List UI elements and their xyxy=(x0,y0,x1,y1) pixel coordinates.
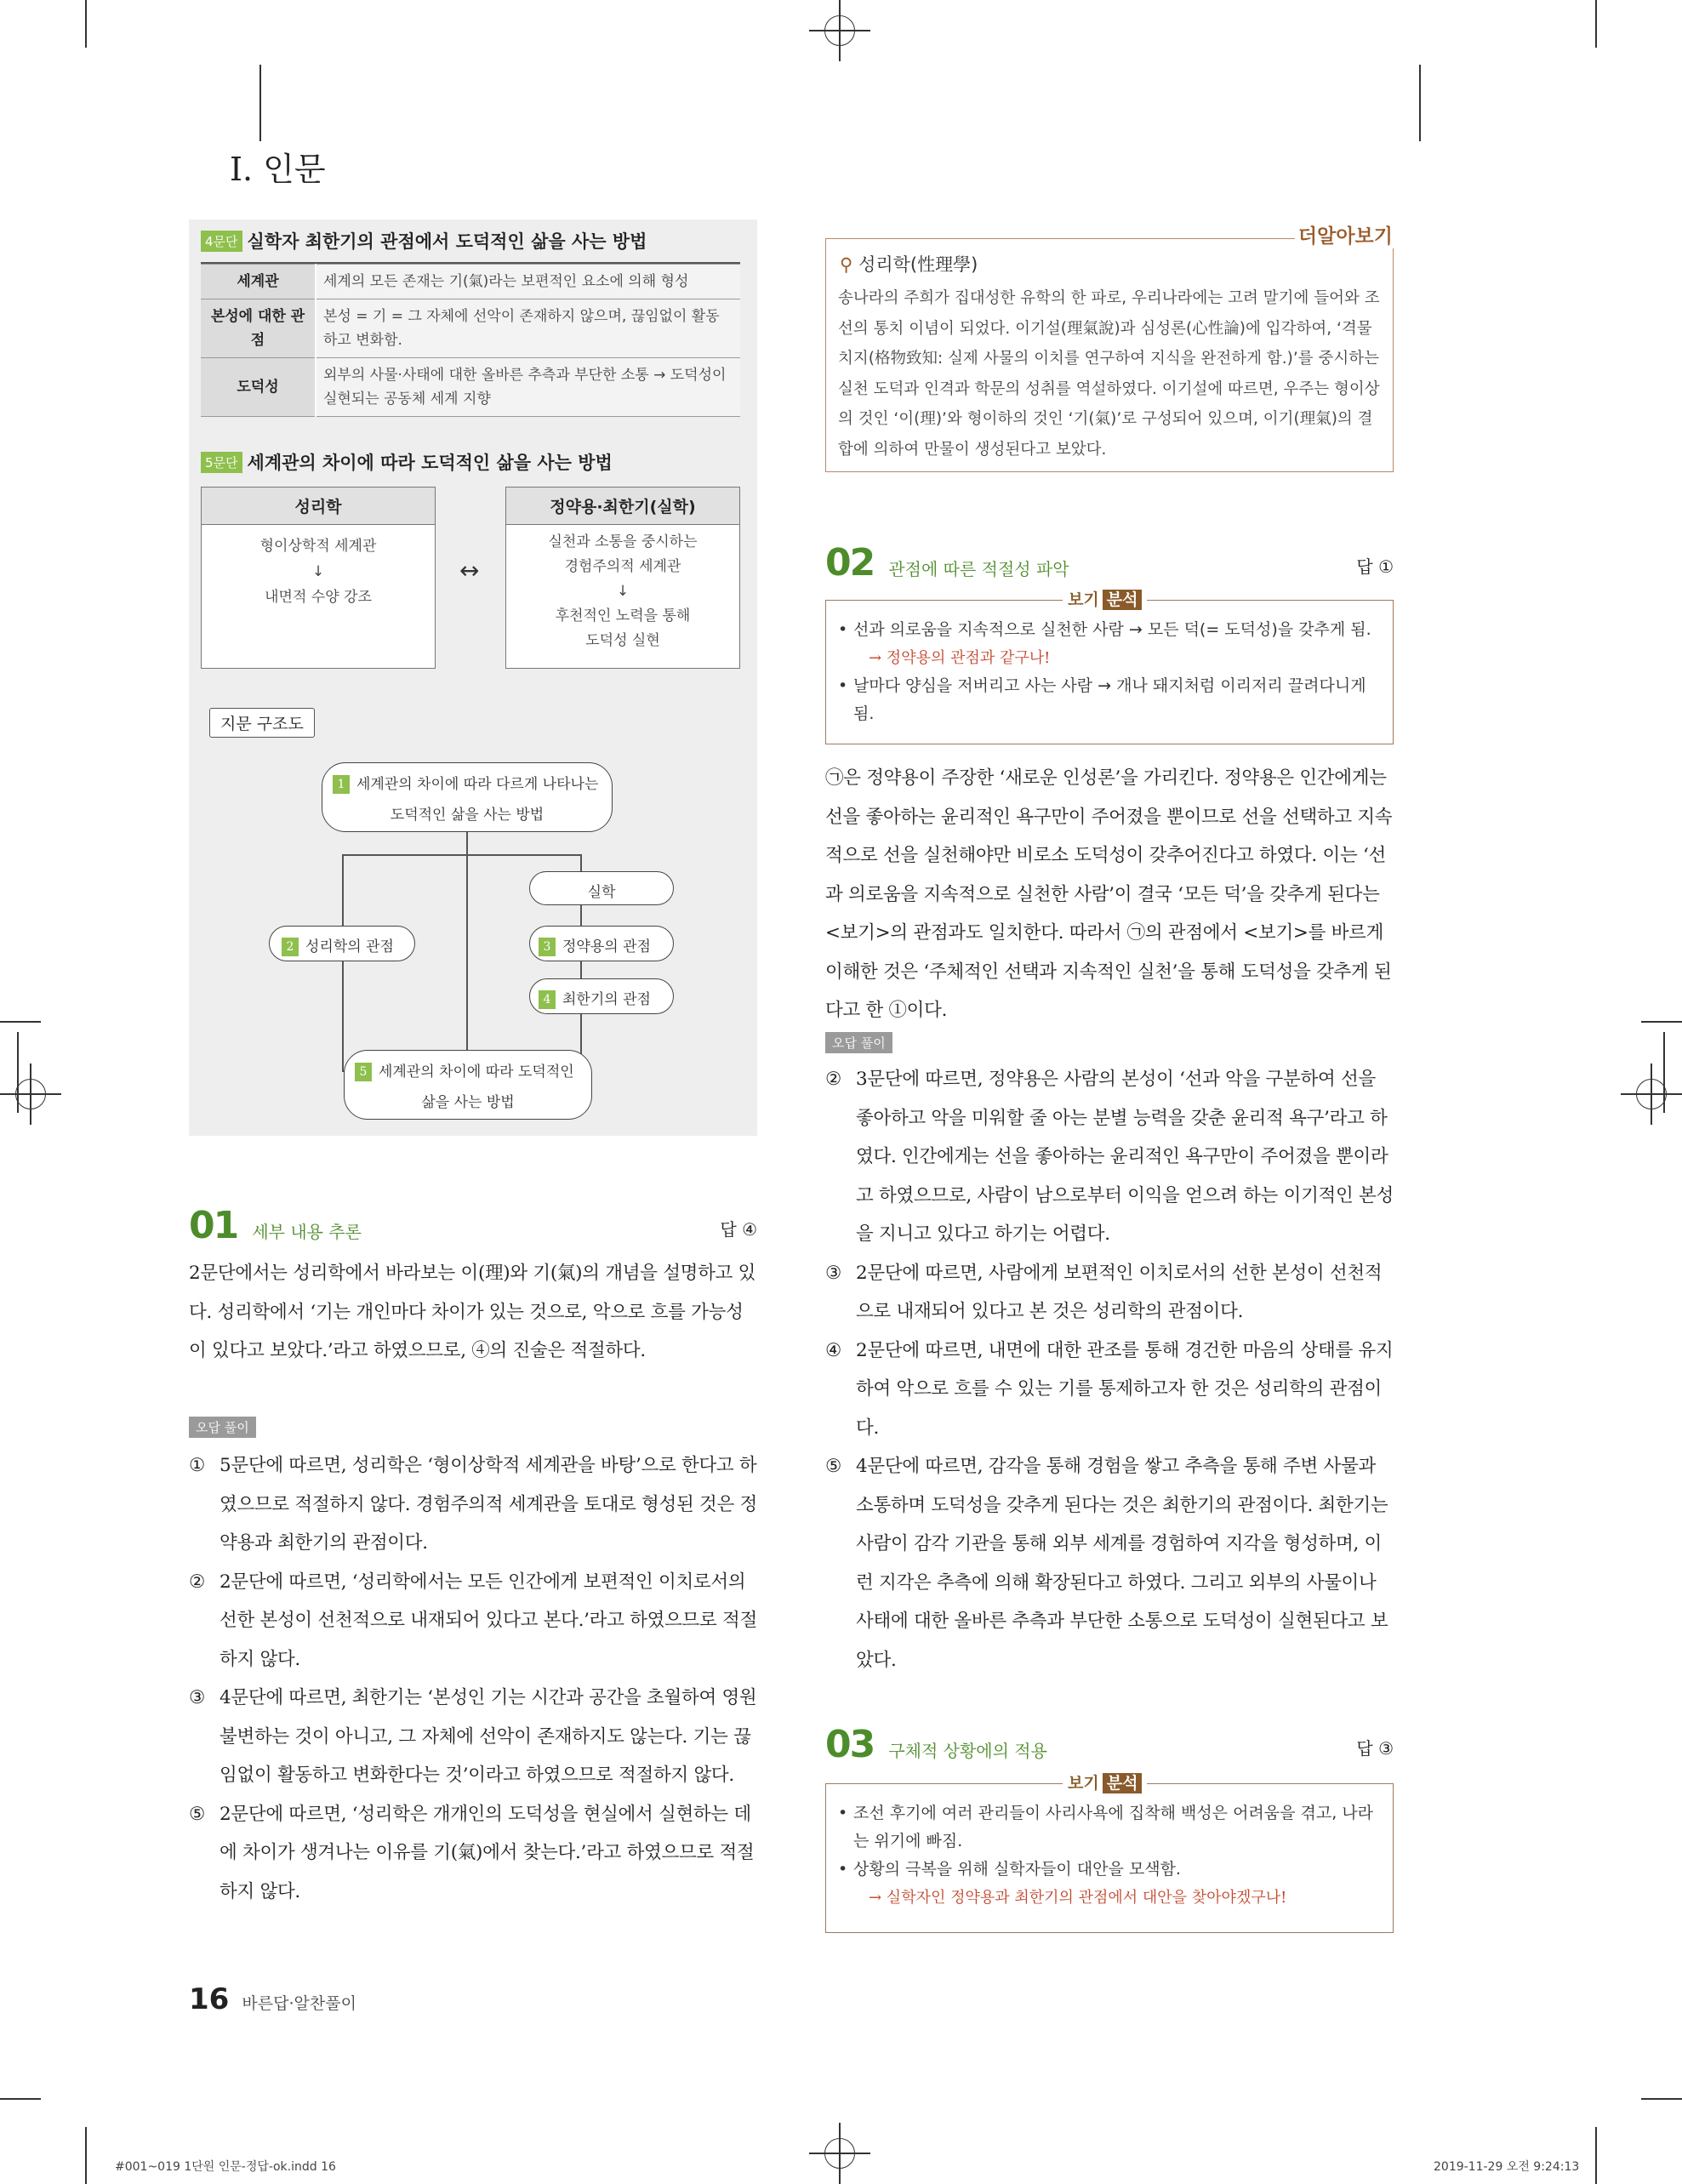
question-title: 관점에 따른 적절성 파악 xyxy=(888,559,1069,579)
crop-mark xyxy=(0,2098,41,2100)
connector-line xyxy=(342,854,344,1070)
crop-mark xyxy=(17,1032,19,1113)
crop-mark xyxy=(85,2127,87,2184)
list-item xyxy=(825,1331,1394,1448)
registration-mark xyxy=(809,2123,870,2184)
registration-mark xyxy=(0,1063,61,1125)
summary-panel xyxy=(189,220,757,1136)
bogi-tag xyxy=(1063,587,1147,610)
diagram-node-5 xyxy=(344,1050,592,1120)
box-line: 내면적 수양 강조 xyxy=(265,589,372,606)
crop-mark xyxy=(259,65,261,141)
item-mark: ③ xyxy=(825,1262,841,1284)
box-line: 형이상학적 세계관 xyxy=(259,538,377,555)
q02-explanation: ㉠은 정약용이 주장한 ‘새로운 인성론’을 가리킨다. 정약용은 인간에게는 선을 좋아하는 윤리적인 욕구만이 주어졌을 뿐이므로 선을 선택하고 지속적으로 선을 실천해야만 비로소 도덕성이 갖추어진다고 하였다. 이는 ‘선과 의로움을 지속적으로 실천한 사람’이 결국 ‘모든 덕’을 갖추게 된다는 <보기>의 관점과도 일치한다. 따라서 ㉠의 관점에서 <보기>를 바르게 이해한 것은 ‘주체적인 선택과 지속적인 실천’을 통해 도덕성을 갖추게 된다고 한 ①이다. xyxy=(825,767,1393,1021)
node-text: 성리학의 관점 xyxy=(305,938,394,955)
q02-header xyxy=(825,541,1394,584)
row-header: 본성에 대한 관점 xyxy=(201,299,316,358)
section5-heading xyxy=(201,449,613,475)
answer-label: 답 ① xyxy=(1356,556,1394,577)
diagram-node-4 xyxy=(529,978,674,1014)
item-text: 2문단에 따르면, 내면에 대한 관조를 통해 경건한 마음의 상태를 유지하여 악으로 흐를 수 있는 기를 통제하고자 한 것은 성리학의 관점이다. xyxy=(856,1339,1394,1439)
q02-ohdap-label xyxy=(825,1032,892,1053)
crop-mark xyxy=(1419,65,1421,141)
node-text: 최한기의 관점 xyxy=(562,991,651,1008)
item-mark: ⑤ xyxy=(189,1803,205,1825)
box-line: 실천과 소통을 중시하는 xyxy=(548,533,698,550)
item-mark: ⑤ xyxy=(825,1456,841,1477)
section4-heading xyxy=(201,228,647,254)
bogi-item: • 날마다 양심을 저버리고 사는 사람 → 개나 돼지처럼 이리저리 끌려다니게 됨. xyxy=(835,672,1379,728)
crop-mark xyxy=(1595,0,1597,48)
node-number: 2 xyxy=(282,938,299,956)
q01-explanation: 2문단에서는 성리학에서 바라보는 이(理)와 기(氣)의 개념을 설명하고 있다. 성리학에서 ‘기는 개인마다 차이가 있는 것으로, 악으로 흐를 가능성이 있다고 보았다.’라고 하였으므로, ④의 진술은 적절하다. xyxy=(189,1263,756,1361)
q01-ohdap-label xyxy=(189,1417,256,1438)
down-arrow-icon: ↓ xyxy=(311,563,325,580)
q03-bogi-box xyxy=(825,1774,1394,1933)
bogi-item: • 상황의 극복을 위해 실학자들이 대안을 모색함. xyxy=(835,1856,1379,1884)
row-header: 도덕성 xyxy=(201,358,316,417)
bogi-label: 보기 xyxy=(1068,1774,1099,1793)
crop-mark xyxy=(85,0,87,48)
item-text: 3문단에 따르면, 정약용은 사람의 본성이 ‘선과 악을 구분하여 선을 좋아하고 악을 미워할 줄 아는 분별 능력을 갖춘 윤리적 욕구’라고 하였다. 인간에게는 선을 좋아하는 윤리적인 욕구만이 주어졌을 뿐이라고 하였으므로, 사람이 남으로부터 이익을 얻으려 하는 이기적인 본성을 지니고 있다고 하기는 어렵다. xyxy=(856,1069,1394,1245)
crop-mark xyxy=(1641,1021,1682,1023)
deo-body: 송나라의 주희가 집대성한 유학의 한 파로, 우리나라에는 고려 말기에 들어와 조선의 통치 이념이 되었다. 이기설(理氣說)과 심성론(心性論)에 입각하여, ‘격물치지(格物致知: 실제 사물의 이치를 연구하여 지식을 완전하게 함.)’를 중시하는 실천 도덕과 인격과 학문의 성취를 역설하였다. 이기설에 따르면, 우주는 형이상의 것인 ‘이(理)’와 형이하의 것인 ‘기(氣)’로 구성되어 있으며, 이기(理氣)의 결합에 의하여 만물이 생성된다고 보았다. xyxy=(838,289,1380,459)
crop-mark xyxy=(1595,2127,1597,2184)
file-info: #001~019 1단원 인문-정답-ok.indd 16 xyxy=(115,2160,336,2174)
list-item xyxy=(189,1795,757,1912)
wrong-answer-tag: 오답 풀이 xyxy=(825,1032,892,1053)
node-text: 삶을 사는 방법 xyxy=(421,1094,515,1111)
list-item xyxy=(189,1446,757,1563)
node-text: 세계관의 차이에 따라 다르게 나타나는 xyxy=(356,776,599,793)
deo-title: 성리학(性理學) xyxy=(858,254,978,275)
item-mark: ① xyxy=(189,1455,205,1476)
list-item xyxy=(189,1563,757,1679)
box-header: 정약용·최한기(실학) xyxy=(506,488,739,525)
question-title: 세부 내용 추론 xyxy=(252,1222,362,1242)
bogi-item: • 선과 의로움을 지속적으로 실천한 사람 → 모든 덕(= 도덕성)을 갖추게 됨. xyxy=(835,616,1379,644)
crop-mark xyxy=(1641,2098,1682,2100)
q01-header xyxy=(189,1204,757,1246)
item-text: 2문단에 따르면, 사람에게 보편적인 이치로서의 선한 본성이 선천적으로 내재되어 있다고 본 것은 성리학의 관점이다. xyxy=(856,1262,1383,1322)
magnifier-icon: ⚲ xyxy=(840,254,853,275)
diagram-node-1 xyxy=(322,762,613,832)
diagram-node-3 xyxy=(529,926,674,961)
bogi-tag xyxy=(1063,1771,1147,1793)
diagram-node-2 xyxy=(269,926,415,961)
q02-bogi-box xyxy=(825,590,1394,744)
registration-mark xyxy=(809,0,870,61)
answer-label: 답 ④ xyxy=(720,1219,757,1240)
box-line: 경험주의적 세계관 xyxy=(564,558,681,575)
chapter-title: Ⅰ. 인문 xyxy=(230,151,326,188)
item-text: 4문단에 따르면, 감각을 통해 경험을 쌓고 추측을 통해 주변 사물과 소통하며 도덕성을 갖추게 된다는 것은 최한기의 관점이다. 최한기는 사람이 감각 기관을 통해 외부 세계를 경험하여 지각을 형성하며, 이런 지각은 추측에 의해 확장된다고 하였다. 그리고 외부의 사물이나 사태에 대한 올바른 추측과 부단한 소통으로 도덕성이 실현된다고 보았다. xyxy=(856,1456,1388,1671)
question-number: 01 xyxy=(189,1204,238,1247)
handwritten-comment: → 실학자인 정약용과 최한기의 관점에서 대안을 찾아야겠구나! xyxy=(869,1889,1287,1907)
item-text: 4문단에 따르면, 최한기는 ‘본성인 기는 시간과 공간을 초월하여 영원불변하는 것이 아니고, 그 자체에 선악이 존재하지도 않는다. 기는 끊임없이 활동하고 변화한다는 것’이라고 하였으므로 적절하지 않다. xyxy=(220,1687,757,1786)
deo-box xyxy=(825,225,1394,472)
wrong-answer-tag: 오답 풀이 xyxy=(189,1417,256,1438)
node-number: 3 xyxy=(539,938,556,956)
registration-mark xyxy=(1621,1063,1682,1125)
section4-table xyxy=(201,262,740,417)
item-text: 5문단에 따르면, 성리학은 ‘형이상학적 세계관을 바탕’으로 한다고 하였으므로 적절하지 않다. 경험주의적 세계관을 토대로 형성된 것은 정약용과 최한기의 관점이다. xyxy=(220,1455,757,1554)
row-value: 본성 = 기 = 그 자체에 선악이 존재하지 않으며, 끊임없이 활동하고 변화함. xyxy=(316,299,740,358)
node-number: 4 xyxy=(539,990,556,1009)
table-row xyxy=(201,265,740,299)
connector-line xyxy=(342,854,580,856)
section4-title: 실학자 최한기의 관점에서 도덕적인 삶을 사는 방법 xyxy=(247,231,647,252)
double-arrow-icon: ↔ xyxy=(459,556,480,584)
row-value: 외부의 사물·사태에 대한 올바른 추측과 부단한 소통 → 도덕성이 실현되는 공동체 세계 지향 xyxy=(316,358,740,417)
page-footer xyxy=(189,1982,356,2016)
node-text: 실학 xyxy=(587,884,616,901)
node-text: 세계관의 차이에 따라 도덕적인 xyxy=(379,1063,574,1081)
page-number: 16 xyxy=(189,1982,230,2016)
item-text: 2문단에 따르면, ‘성리학은 개개인의 도덕성을 현실에서 실현하는 데에 차이가 생겨나는 이유를 기(氣)에서 찾는다.’라고 하였으므로 적절하지 않다. xyxy=(220,1803,755,1902)
q01-wrong-answers xyxy=(189,1446,757,1911)
row-header: 세계관 xyxy=(201,265,316,299)
bogi-label-highlight: 분석 xyxy=(1103,1773,1143,1793)
diagram-node-silhak xyxy=(529,871,674,905)
table-row xyxy=(201,358,740,417)
crop-mark xyxy=(0,1021,41,1023)
crop-mark xyxy=(1663,1032,1665,1113)
question-number: 02 xyxy=(825,541,875,584)
down-arrow-icon: ↓ xyxy=(616,583,630,600)
item-mark: ④ xyxy=(825,1339,841,1361)
q02-wrong-answers xyxy=(825,1060,1394,1679)
deo-title-row xyxy=(840,251,978,277)
node-text: 정약용의 관점 xyxy=(562,938,651,955)
node-text: 도덕적인 삶을 사는 방법 xyxy=(390,807,545,824)
list-item xyxy=(825,1060,1394,1254)
q03-header xyxy=(825,1723,1394,1765)
question-number: 03 xyxy=(825,1723,875,1766)
bogi-label: 보기 xyxy=(1068,590,1099,609)
seongrihak-box xyxy=(201,487,436,669)
silhak-box xyxy=(505,487,740,669)
item-mark: ② xyxy=(825,1069,841,1090)
connector-line xyxy=(466,832,468,1070)
row-value: 세계의 모든 존재는 기(氣)라는 보편적인 요소에 의해 형성 xyxy=(316,265,740,299)
footer-label: 바른답·알찬풀이 xyxy=(242,1994,356,2013)
node-number: 5 xyxy=(355,1063,372,1081)
section4-tag: 4문단 xyxy=(201,231,242,252)
bogi-item: • 조선 후기에 여러 관리들이 사리사욕에 집착해 백성은 어려움을 겪고, 나라는 위기에 빠짐. xyxy=(835,1799,1379,1856)
list-item xyxy=(825,1447,1394,1679)
item-mark: ② xyxy=(189,1571,205,1593)
box-line: 후천적인 노력을 통해 xyxy=(555,607,691,624)
item-text: 2문단에 따르면, ‘성리학에서는 모든 인간에게 보편적인 이치로서의 선한 본성이 선천적으로 내재되어 있다고 본다.’라고 하였으므로 적절하지 않다. xyxy=(220,1571,757,1670)
item-mark: ③ xyxy=(189,1687,205,1708)
handwritten-comment: → 정약용의 관점과 같구나! xyxy=(869,649,1051,667)
list-item xyxy=(189,1679,757,1795)
table-row xyxy=(201,299,740,358)
section5-title: 세계관의 차이에 따라 도덕적인 삶을 사는 방법 xyxy=(247,453,613,473)
section5-tag: 5문단 xyxy=(201,452,242,473)
box-header: 성리학 xyxy=(202,488,435,525)
list-item xyxy=(825,1254,1394,1331)
answer-label: 답 ③ xyxy=(1356,1738,1394,1759)
node-number: 1 xyxy=(333,775,350,794)
print-date: 2019-11-29 오전 9:24:13 xyxy=(1434,2160,1580,2174)
bogi-label-highlight: 분석 xyxy=(1103,590,1143,610)
deo-label: 더알아보기 xyxy=(1295,220,1396,248)
box-line: 도덕성 실현 xyxy=(585,632,660,649)
structure-label: 지문 구조도 xyxy=(209,708,315,738)
question-title: 구체적 상황에의 적용 xyxy=(888,1741,1047,1761)
